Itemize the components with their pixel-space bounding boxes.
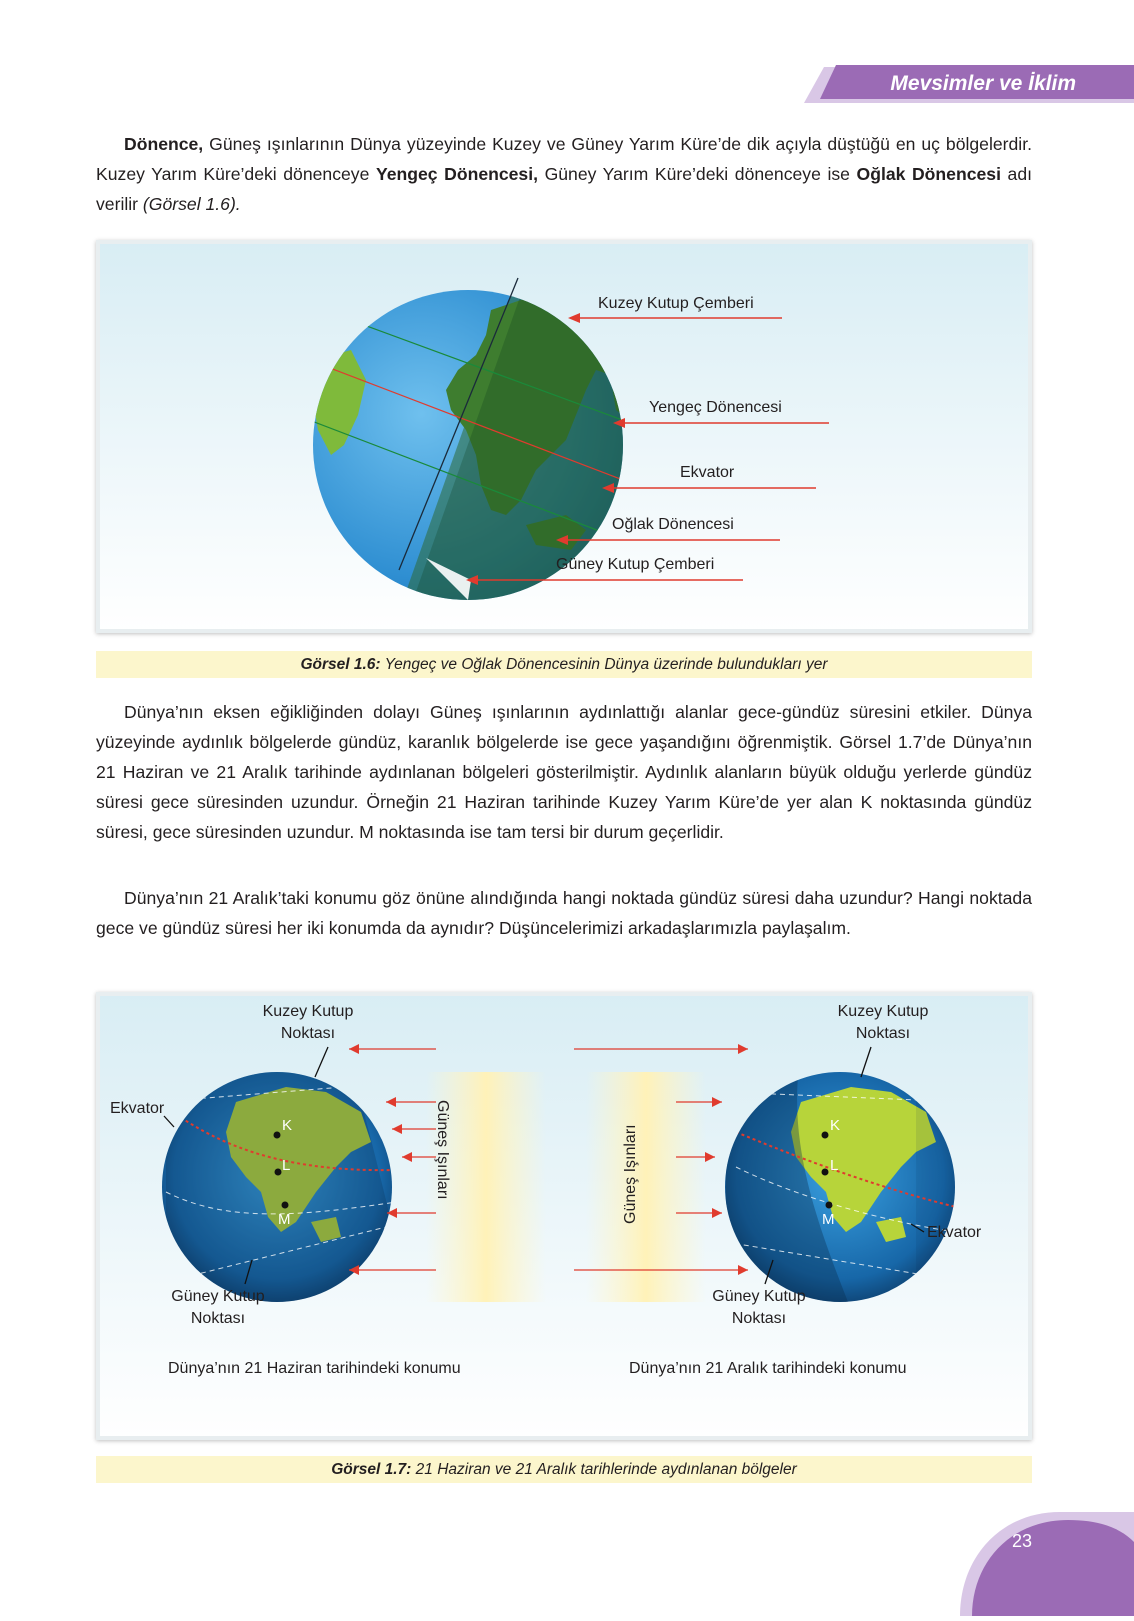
left-south-pole-line1: Güney Kutup [171,1288,265,1305]
point-m-dot [282,1202,289,1209]
paragraph-tropics-definition: Dönence, Güneş ışınlarının Dünya yüzeyinde Kuzey ve Güney Yarım Küre’de dik açıyla düştüğü en uç bölgelerdir. Kuzey Yarım Küre’deki dönenceye Yengeç Dönencesi, Güney Yarım Küre’deki dönenceye ise Oğlak Dönencesi adı verilir (Görsel 1.6). [96,134,1033,214]
globe-june [156,1052,416,1322]
svg-text:Oğlak Dönencesi: Oğlak Dönencesi [612,516,734,533]
left-south-pole-line2: Noktası [190,1310,246,1327]
left-sun-rays-label: Güneş Işınları [434,1100,451,1200]
page-number: 23 [1012,1531,1033,1551]
point-k-label: K [282,1117,293,1134]
right-south-pole-line1: Güney Kutup [712,1288,806,1305]
solstice-diagram [96,992,1032,1440]
point-k-dot [822,1132,829,1139]
term-yengec: Yengeç Dönencesi, [375,164,538,184]
left-north-pole-line2: Noktası [280,1025,336,1042]
term-oglak: Oğlak Dönencesi [856,164,1001,184]
right-north-pole-line2: Noktası [855,1025,911,1042]
point-m-dot [826,1202,833,1209]
point-l-label: L [830,1157,839,1174]
point-l-dot [275,1169,282,1176]
point-m-label: M [822,1211,835,1228]
term-donence: Dönence, [124,134,204,154]
point-l-label: L [282,1157,291,1174]
page-number-tab [960,1508,1134,1616]
label-tropic-of-cancer [613,399,829,428]
left-equator-label: Ekvator [110,1100,165,1117]
figure-1-6-caption: Görsel 1.6: Yengeç ve Oğlak Dönencesinin Dünya üzerinde bulundukları yer [96,651,1032,678]
left-north-pole-line1: Kuzey Kutup [262,1003,354,1020]
figure-1-7 [96,992,1032,1440]
svg-text:Güney Kutup Çemberi: Güney Kutup Çemberi [556,556,715,573]
right-south-pole-line2: Noktası [731,1310,787,1327]
svg-text:Ekvator: Ekvator [680,464,735,481]
paragraph-day-night: Dünya’nın eksen eğikliğinden dolayı Güneş ışınlarının aydınlattığı alanlar gece-gündüz süresini etkiler. Dünya yüzeyinde aydınlık bölgelerde gündüz, karanlık bölgelerde ise gece yaşandığını öğrenmiştik. Görsel 1.7’de Dünya’nın 21 Haziran ve 21 Aralık tarihinde aydınlanan bölgeleri gösterilmiştir. Aydınlık alanların büyük olduğu yerlerde gündüz süresi gece süresinden uzundur. Örneğin 21 Haziran tarihinde Kuzey Yarım Küre’de yer alan K noktasında gündüz süresi, gece süresinden uzundur. M noktasında ise tam tersi bir durum geçerlidir. [96,702,1032,842]
point-m-label: M [278,1211,291,1228]
paragraph-question: Dünya’nın 21 Aralık’taki konumu göz önüne alındığında hangi noktada gündüz süresi daha uzundur? Hangi noktada gece ve gündüz süresi her iki konumda da aynıdır? Düşüncelerimizi arkadaşlarımızla paylaşalım. [96,888,1032,938]
figure-1-7-caption: Görsel 1.7: 21 Haziran ve 21 Aralık tarihlerinde aydınlanan bölgeler [96,1456,1032,1483]
point-k-label: K [830,1117,841,1134]
right-globe-title: Dünya’nın 21 Aralık tarihindeki konumu [629,1360,907,1377]
right-north-pole-line1: Kuzey Kutup [837,1003,929,1020]
right-sun-rays-label: Güneş Işınları [622,1124,639,1224]
svg-text:Yengeç Dönencesi: Yengeç Dönencesi [649,399,782,416]
label-arctic-circle [568,295,782,323]
chapter-title: Mevsimler ve İklim [890,72,1076,95]
svg-text:Kuzey Kutup Çemberi: Kuzey Kutup Çemberi [598,295,754,312]
point-l-dot [822,1169,829,1176]
globe-december [725,1052,966,1322]
tropics-diagram [96,240,1032,633]
label-equator [602,464,816,493]
right-equator-label: Ekvator [927,1224,982,1241]
figure-reference: (Görsel 1.6). [142,194,241,214]
point-k-dot [274,1132,281,1139]
figure-1-6 [96,240,1032,633]
left-globe-title: Dünya’nın 21 Haziran tarihindeki konumu [168,1360,461,1377]
